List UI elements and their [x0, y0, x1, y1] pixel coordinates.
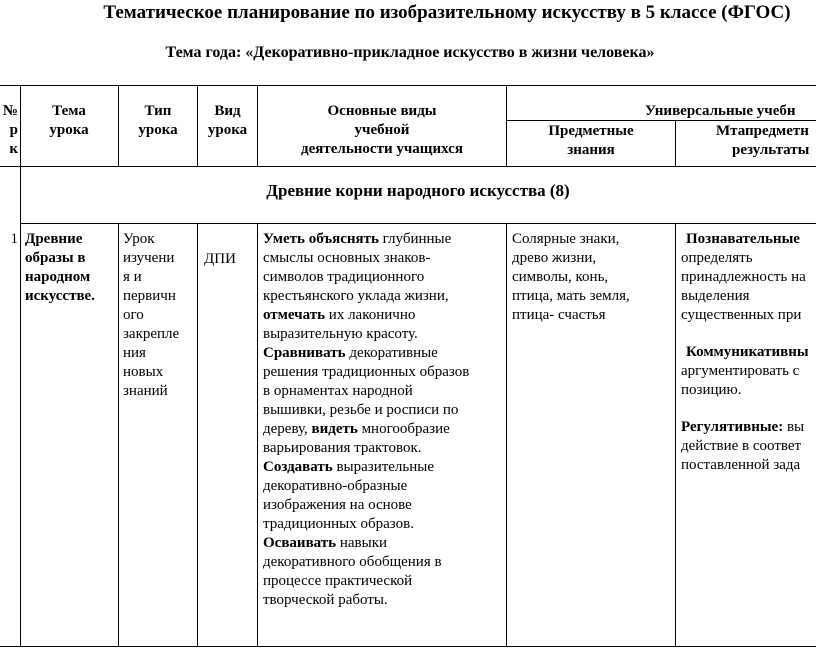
header-lesson-type: Тип урока — [138, 103, 178, 138]
row1-number: 1 — [10, 231, 18, 247]
row1-lesson-kind: ДПИ — [204, 251, 236, 267]
row1-topic: Древние образы в народном искусстве. — [25, 231, 95, 304]
header-universal: Универсальные учебн — [645, 103, 796, 119]
header-activities: Основные виды учебной деятельности учащихся — [301, 103, 463, 157]
row1-subject-knowledge: Солярные знаки, древо жизни, символы, конь, птица, мать земля, птица- счастья — [512, 231, 630, 323]
row1-lesson-type: Урок изучени я и первичн ого закрепле ния новых знаний — [123, 231, 180, 399]
header-subject-knowledge: Предметные знания — [548, 123, 634, 158]
row1-activities: Уметь объяснять глубинные смыслы основных знаков- символов традиционного крестьянского уклада жизни, отмечать их лаконично выразительную красоту. Сравнивать декоративные решения традиционных образов в орнаментах народной вышивки, резьбе и росписи по дереву, видеть многообразие варьирования трактовок. Создавать выразительные декоративно-образные изображения на основе традиционных образов. Осваивать навыки декоративного обобщения в процессе практической творческой работы. — [263, 231, 470, 608]
header-lesson-kind: Вид урока — [207, 103, 248, 138]
section-title: Древние корни народного искусства (8) — [266, 181, 570, 200]
page-title: Тематическое планирование по изобразительному искусству в 5 классе (ФГОС) — [103, 2, 791, 23]
row1-meta-results: Познавательные определять принадлежность на выделения существенных при Коммуникативны аргументировать с позицию. Регулятивные: вы действие в соответ поставленной зада — [681, 231, 809, 473]
header-topic: Тема урока — [49, 103, 89, 138]
planning-table — [0, 85, 816, 647]
header-meta-results: Мтапредметн результаты — [716, 123, 810, 158]
page-subtitle: Тема года: «Декоративно-прикладное искусство в жизни человека» — [165, 44, 655, 61]
header-number: № р к — [2, 103, 18, 157]
